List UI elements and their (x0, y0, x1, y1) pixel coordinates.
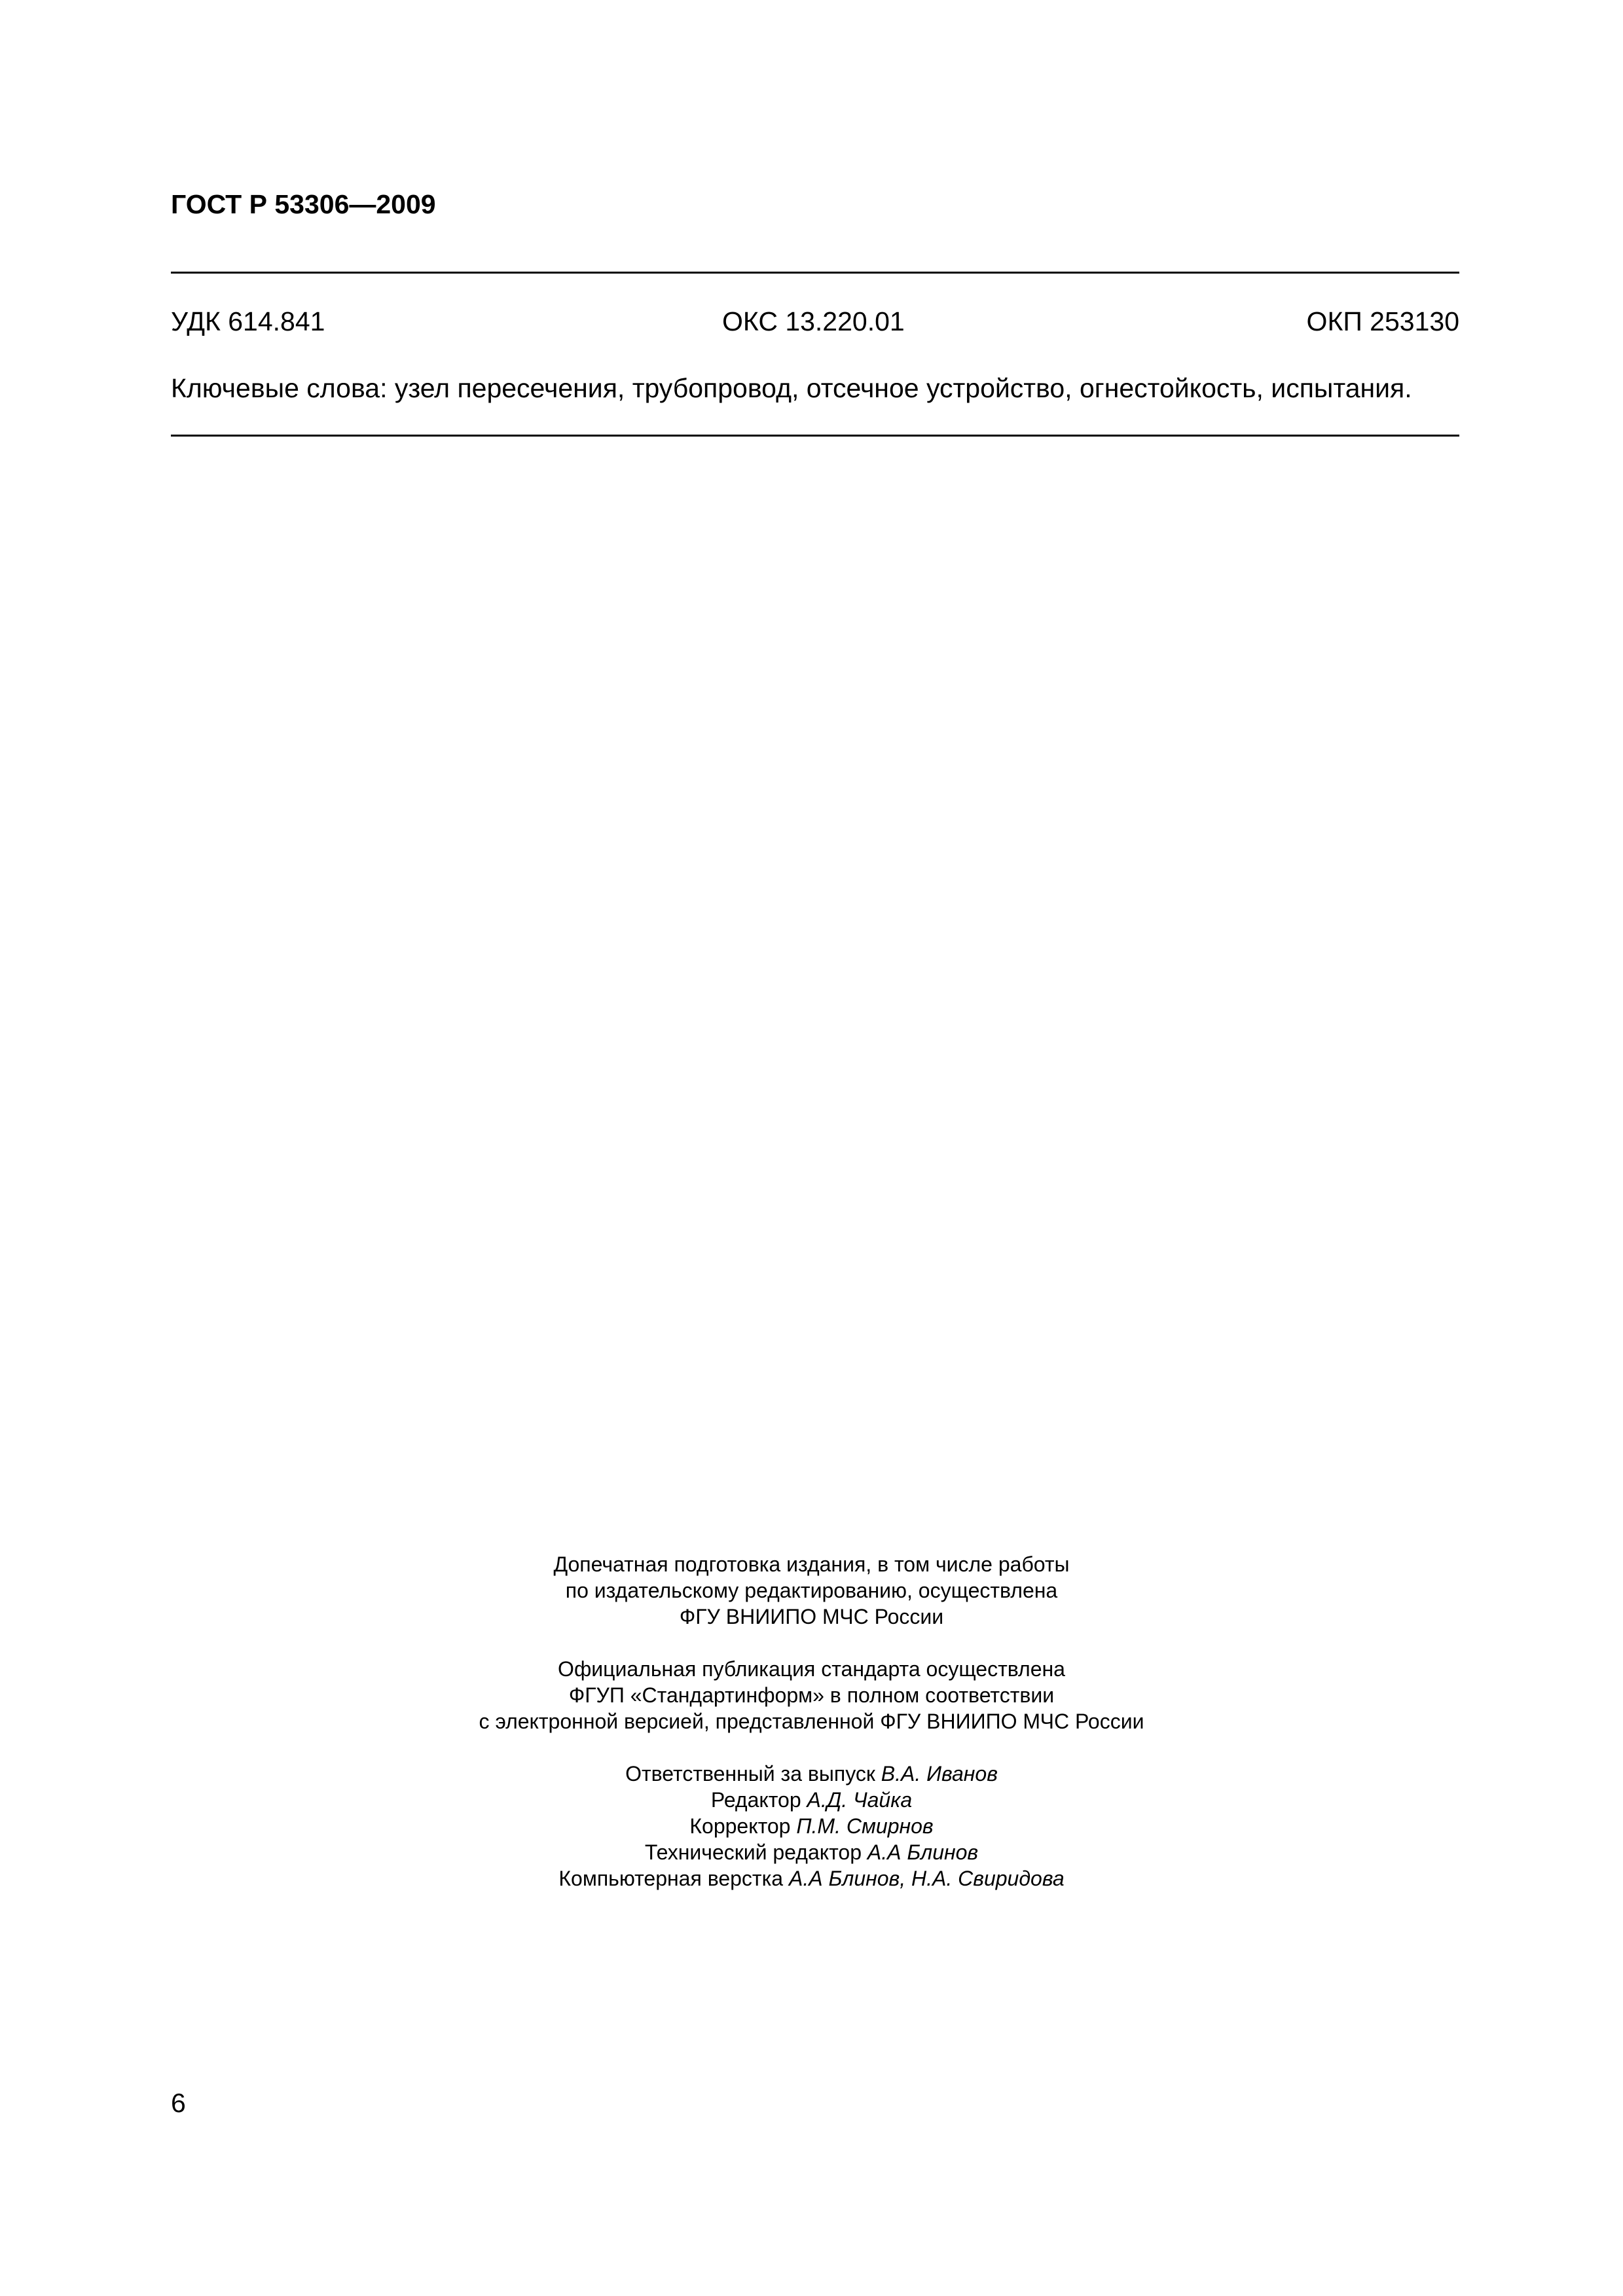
credit-line (0, 1865, 1623, 1892)
top-divider (171, 272, 1459, 274)
imprint-line: ФГУ ВНИИПО МЧС России (679, 1605, 944, 1628)
document-code: ГОСТ Р 53306—2009 (171, 189, 436, 219)
keywords-line: Ключевые слова: узел пересечения, трубопровод, отсечное устройство, огнестойкость, испытания. (171, 373, 1412, 403)
credit-name: А.Д. Чайка (807, 1788, 913, 1812)
credit-role: Ответственный за выпуск (625, 1762, 875, 1785)
credit-name: В.А. Иванов (881, 1762, 998, 1785)
imprint-line: по издательскому редактированию, осуществлена (565, 1579, 1058, 1602)
page-number: 6 (171, 2088, 186, 2118)
imprint-line: с электронной версией, представленной ФГУ ВНИИПО МЧС России (479, 1710, 1144, 1733)
imprint-credits (0, 1761, 1623, 1892)
credit-name: А.А Блинов (867, 1840, 979, 1864)
imprint-publication (0, 1656, 1623, 1734)
imprint-prepress (0, 1551, 1623, 1630)
imprint-line: Официальная публикация стандарта осуществлена (558, 1657, 1065, 1681)
credit-role: Редактор (710, 1788, 801, 1812)
credit-name: П.М. Смирнов (796, 1814, 934, 1838)
credit-role: Технический редактор (644, 1840, 862, 1864)
credit-line (0, 1787, 1623, 1813)
credit-line (0, 1813, 1623, 1839)
okp-code: ОКП 253130 (1306, 306, 1459, 336)
imprint-line: Допечатная подготовка издания, в том числе работы (553, 1552, 1070, 1576)
credit-line (0, 1761, 1623, 1787)
bottom-divider (171, 435, 1459, 437)
udk-code: УДК 614.841 (171, 306, 325, 336)
credit-line (0, 1839, 1623, 1865)
oks-code: ОКС 13.220.01 (722, 306, 905, 336)
credit-name: А.А Блинов, Н.А. Свиридова (788, 1867, 1065, 1890)
imprint-line: ФГУП «Стандартинформ» в полном соответствии (568, 1683, 1055, 1707)
credit-role: Компьютерная верстка (558, 1867, 784, 1890)
classification-row (171, 305, 1459, 338)
credit-role: Корректор (689, 1814, 791, 1838)
